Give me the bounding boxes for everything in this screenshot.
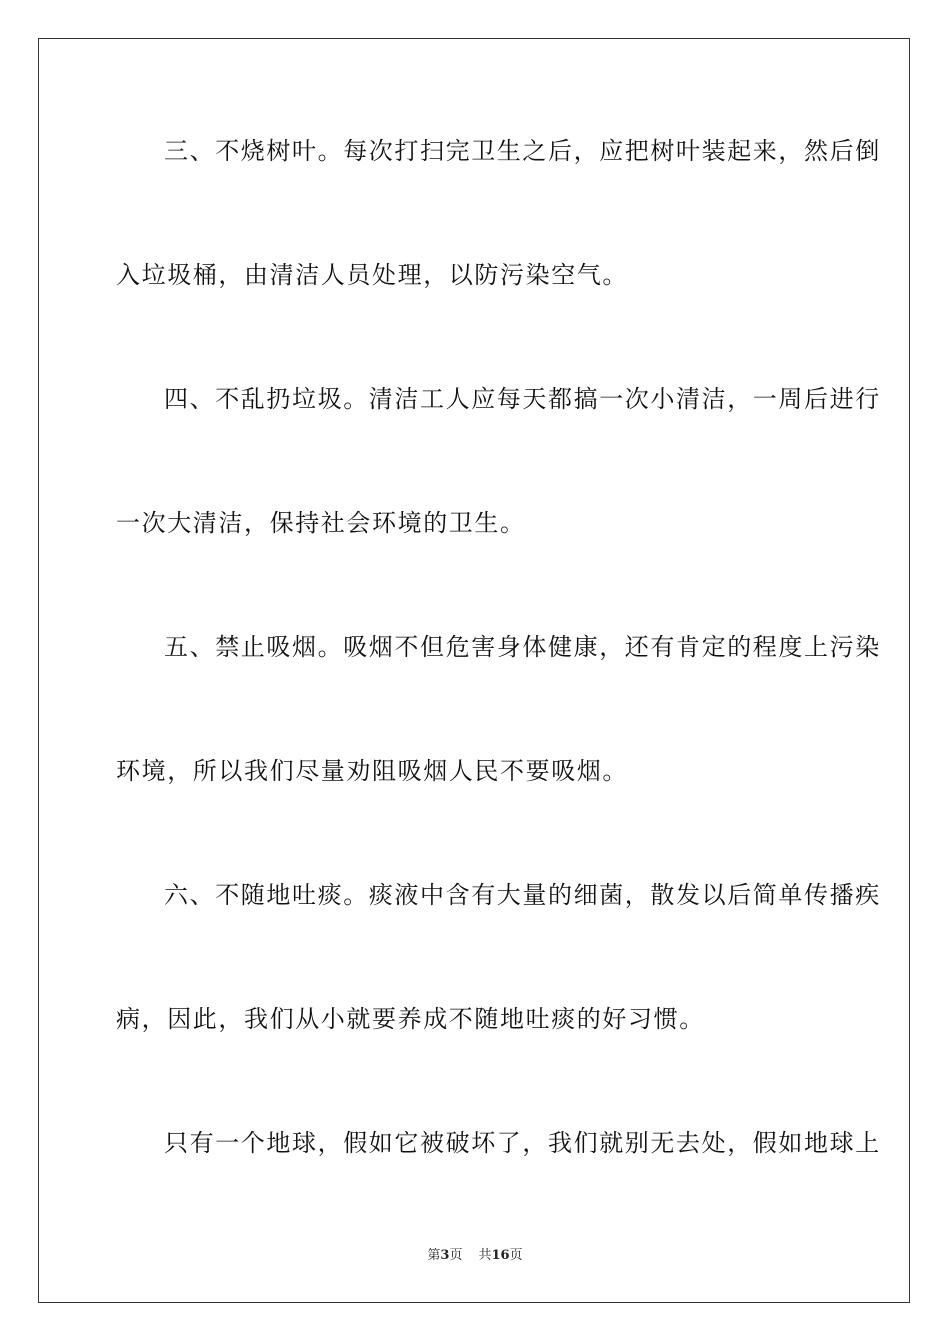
footer-total-pages: 16 <box>491 1248 510 1263</box>
footer-page-prefix: 第 <box>427 1248 441 1263</box>
paragraph-5-line-1: 五、禁止吸烟。吸烟不但危害身体健康，还有肯定的程度上污染 <box>164 633 881 661</box>
paragraph-3-line-1: 三、不烧树叶。每次打扫完卫生之后，应把树叶装起来，然后倒 <box>164 137 881 165</box>
closing-paragraph-line-1: 只有一个地球，假如它被破坏了，我们就别无去处，假如地球上 <box>164 1129 881 1157</box>
page-border <box>38 38 910 1303</box>
paragraph-3-line-2: 入垃圾桶，由清洁人员处理，以防污染空气。 <box>116 261 628 289</box>
paragraph-5-line-2: 环境，所以我们尽量劝阻吸烟人民不要吸烟。 <box>116 757 628 785</box>
paragraph-4-line-2: 一次大清洁，保持社会环境的卫生。 <box>116 509 526 537</box>
paragraph-6-line-1: 六、不随地吐痰。痰液中含有大量的细菌，散发以后简单传播疾 <box>164 881 881 909</box>
paragraph-4-line-1: 四、不乱扔垃圾。清洁工人应每天都搞一次小清洁，一周后进行 <box>164 385 881 413</box>
footer-total-prefix: 共 <box>478 1248 492 1263</box>
page-footer <box>0 1247 950 1265</box>
footer-page-number: 3 <box>440 1248 450 1263</box>
footer-total-suffix: 页 <box>509 1248 523 1263</box>
footer-page-suffix: 页 <box>449 1248 463 1263</box>
paragraph-6-line-2: 病，因此，我们从小就要养成不随地吐痰的好习惯。 <box>116 1005 705 1033</box>
